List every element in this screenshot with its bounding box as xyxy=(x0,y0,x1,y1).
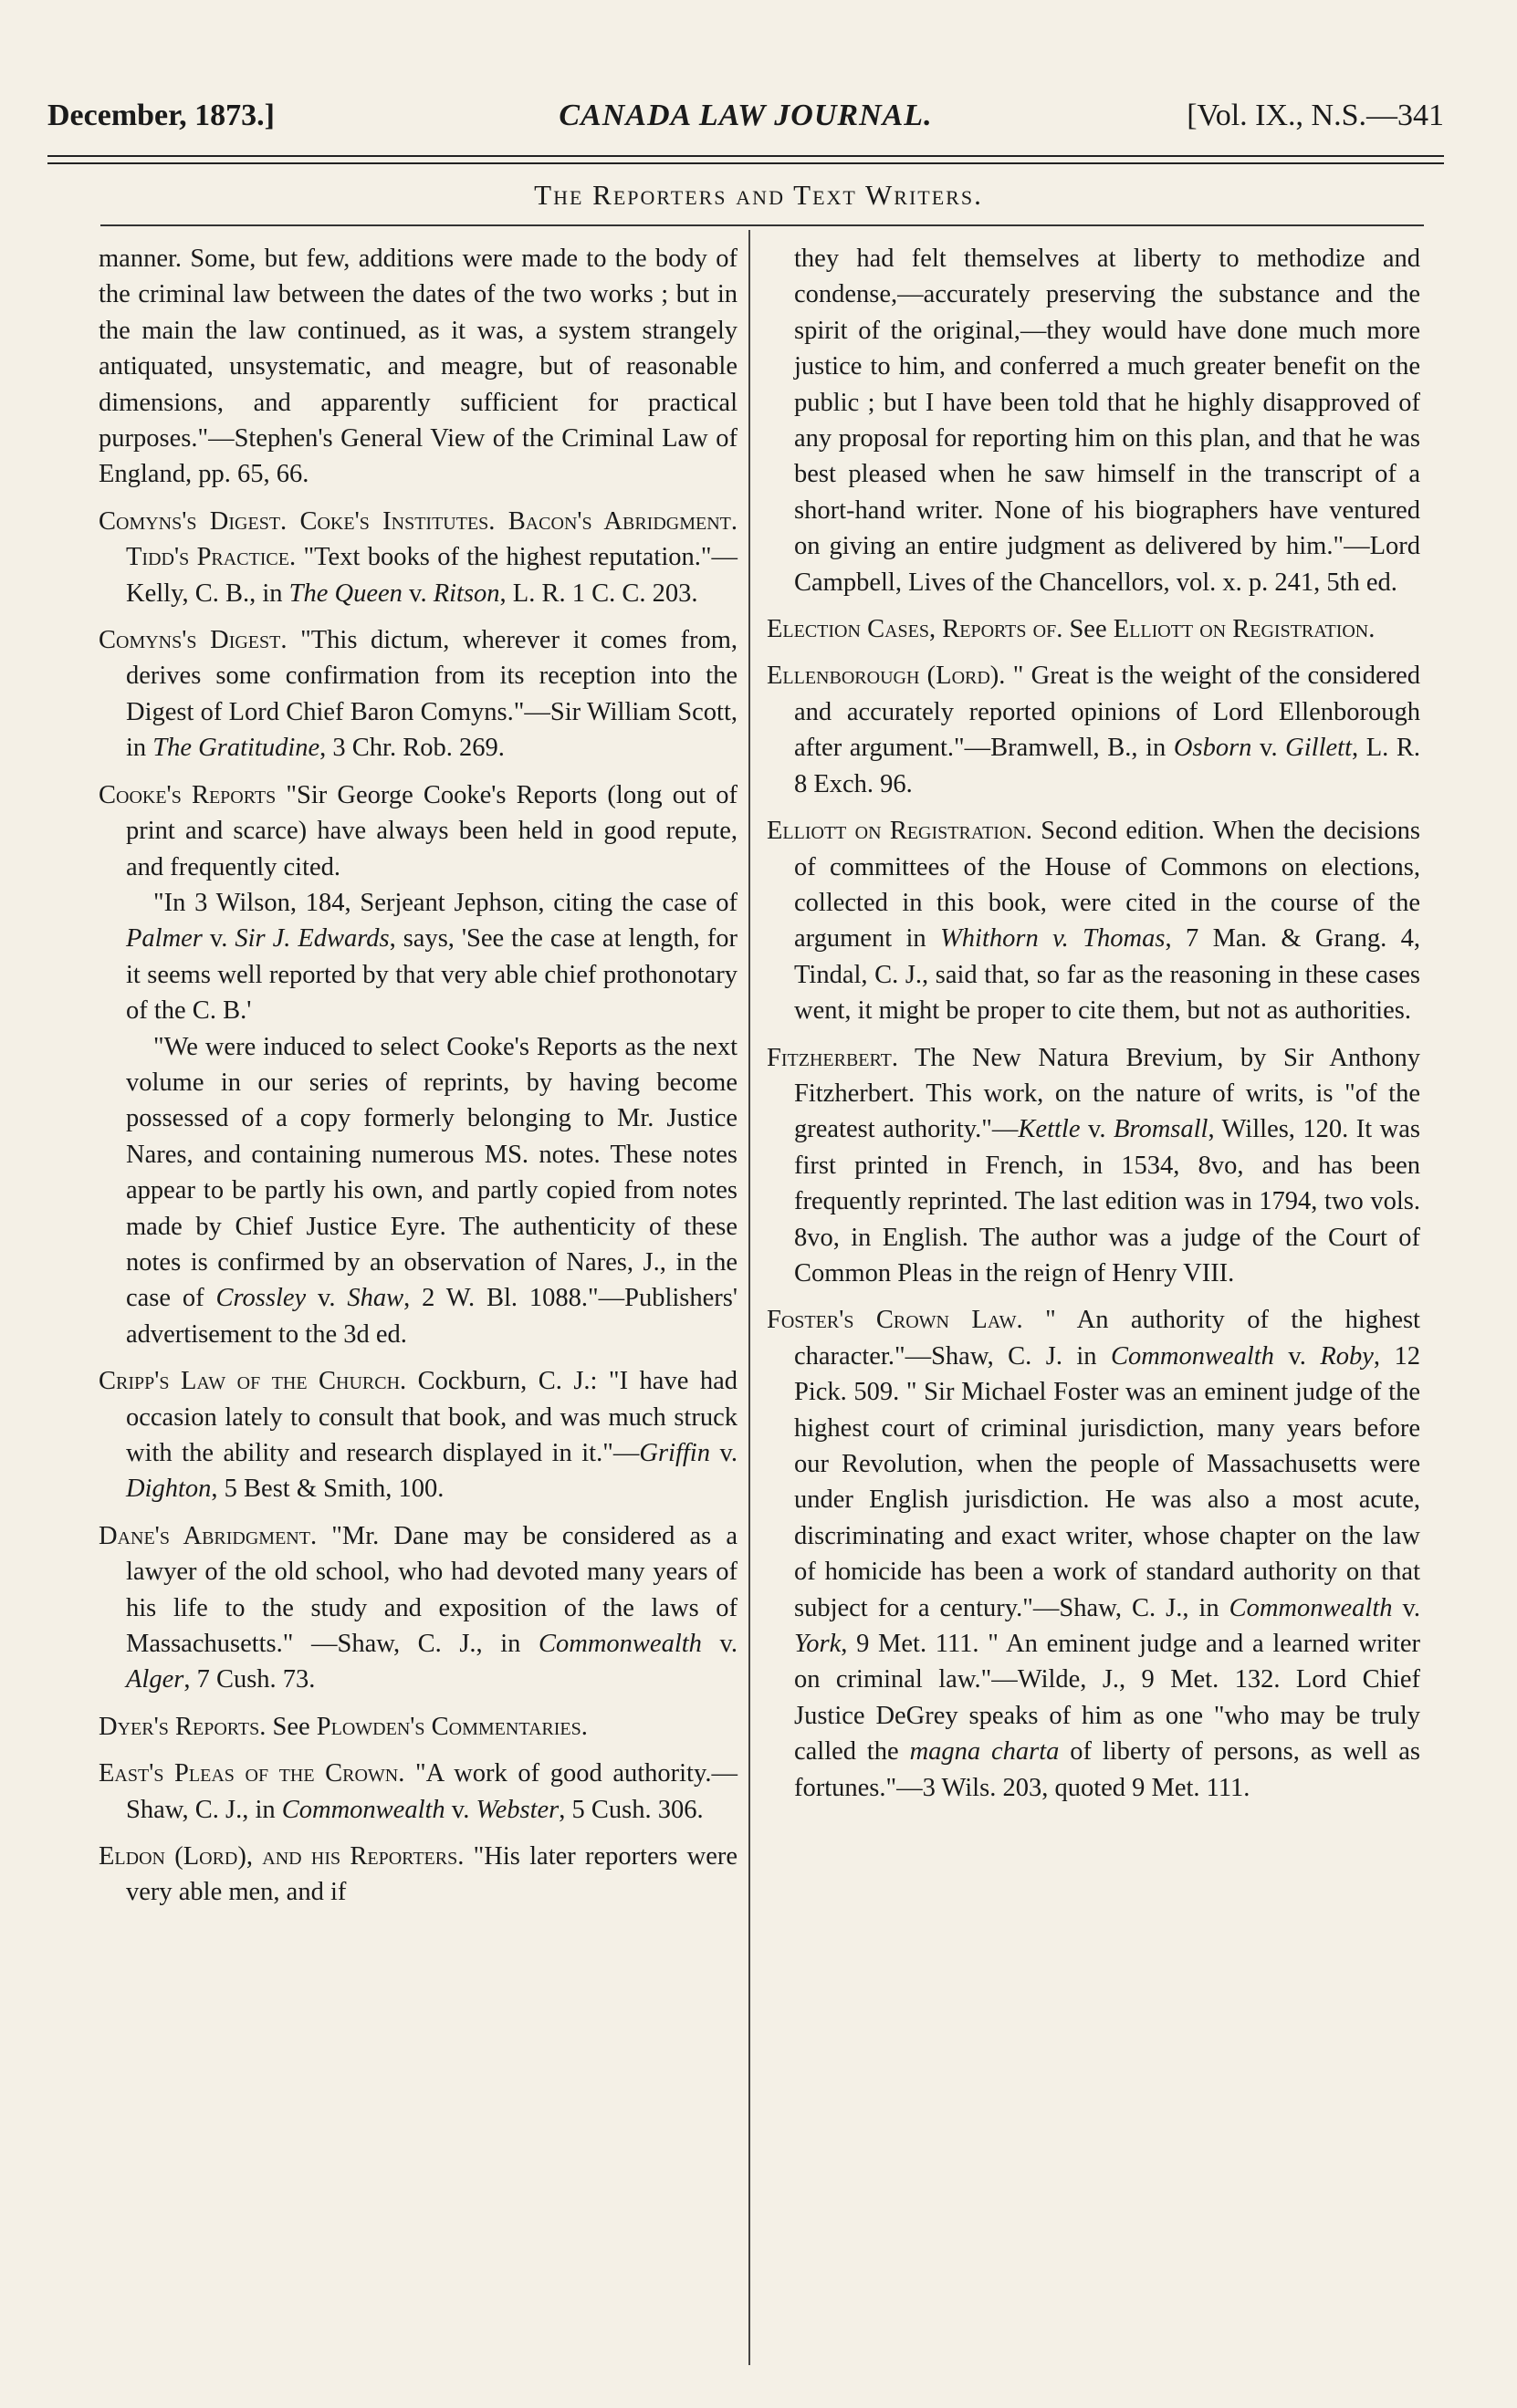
entry-ellenborough xyxy=(767,658,1420,802)
entry-heading: East's Pleas of the Crown. xyxy=(99,1759,405,1788)
column-divider xyxy=(748,230,750,2365)
entry-fosters-crown-law xyxy=(767,1302,1420,1806)
entry-text: , 9 Met. 111. " An eminent judge and a learned writer on criminal law."—Wilde, J., 9 Met. 132. Lord Chief Justice DeGrey speaks of him as one "who may be truly called the xyxy=(794,1630,1420,1767)
entry-comyns-digest xyxy=(99,622,738,766)
entry-text: See xyxy=(266,1712,317,1741)
entry-text: "This dictum, wherever it comes from, derives some confirmation from its reception into the Digest of Lord Chief Baron Comyns."—Sir William Scott, in xyxy=(126,626,738,763)
case-name: Dighton xyxy=(126,1475,212,1504)
entry-danes-abridgment xyxy=(99,1518,738,1698)
entry-elliott-registration xyxy=(767,813,1420,1028)
header-journal-title: CANADA LAW JOURNAL. xyxy=(559,99,933,132)
entry-eldon xyxy=(99,1839,738,1911)
case-name: Commonwealth xyxy=(1229,1593,1393,1622)
header-volume-page: [Vol. IX., N.S.—341 xyxy=(1187,99,1444,132)
case-name: York xyxy=(794,1630,842,1659)
entry-heading: Eldon (Lord), and his Reporters. xyxy=(99,1842,465,1871)
case-name: Commonwealth xyxy=(1111,1341,1274,1371)
case-name: Sir J. Edwards xyxy=(235,924,390,954)
entry-text: , 2 W. Bl. 1088."—Publishers' advertisement to the 3d ed. xyxy=(126,1284,738,1349)
entry-text: , 5 Best & Smith, 100. xyxy=(211,1475,445,1504)
case-name: Commonwealth xyxy=(281,1795,445,1824)
entry-text: v. xyxy=(1080,1115,1114,1144)
entry-text: , Willes, 120. It was first printed in French, in 1534, 8vo, and has been frequently reprinted. The last edition was in 1794, two vols. 8vo, in English. The author was a judge of the Court of Common Pleas in the reign of Henry VIII. xyxy=(794,1115,1420,1287)
cross-reference: Elliott on Registration. xyxy=(1113,615,1376,644)
entry-text: v. xyxy=(709,1439,738,1467)
entry-text: Cockburn, C. J.: "I have had occasion lately to consult that book, and was much struck with the ability and research displayed in it."— xyxy=(126,1367,738,1467)
entry-text: "His later reporters were very able men, and if xyxy=(126,1842,738,1907)
cross-reference: Plowden's Commentaries. xyxy=(316,1712,588,1741)
entry-text: of liberty of persons, as well as fortunes."—3 Wils. 203, quoted 9 Met. 111. xyxy=(794,1737,1420,1802)
entry-text: Second edition. When the decisions of committees of the House of Commons on elections, collected in this book, were cited in the course of the argument in xyxy=(794,817,1420,954)
entry-heading: Cripp's Law of the Church. xyxy=(99,1367,407,1396)
continued-paragraph: they had felt themselves at liberty to methodize and condense,—accurately preserving the substance and the spirit of the original,—they would have done much more justice to him, and conferred a much greater benefit on the public ; but I have been told that he highly disapproved of any proposal for reporting him on this plan, and that he was best pleased when he saw himself in the transcript of a short-hand writer. None of his biographers have ventured on giving an entire judgment as delivered by him."—Lord Campbell, Lives of the Chancellors, vol. x. p. 241, 5th ed. xyxy=(794,245,1420,597)
case-name: Bromsall xyxy=(1114,1115,1208,1144)
entry-heading: Ellenborough (Lord). xyxy=(767,662,1006,691)
entry-text: v. xyxy=(306,1284,348,1313)
case-name: Ritson xyxy=(433,579,500,608)
entry-text: "Sir George Cooke's Reports (long out of print and scarce) have always been held in good repute, and frequently cited. xyxy=(126,780,738,881)
entry-cripps-law xyxy=(99,1363,738,1507)
entry-text: The New Natura Brevium, by Sir Anthony Fitzherbert. This work, on the nature of writs, is "of the greatest authority."— xyxy=(794,1043,1420,1144)
entry-text: "We were induced to select Cooke's Reports as the next volume in our series of reprints, by having become possessed of a copy formerly belonging to Mr. Justice Nares, and containing numerous MS. notes. These notes appear to be partly his own, and partly copied from notes made by Chief Justice Eyre. The authenticity of these notes is confirmed by an observation of Nares, J., in the case of xyxy=(126,1032,738,1313)
entry-text: v. xyxy=(701,1630,738,1659)
section-title: The Reporters and Text Writers. xyxy=(534,179,983,211)
entry-text: , 12 Pick. 509. " Sir Michael Foster was an eminent judge of the highest court of criminal jurisdiction, many years before our Revolution, when the people of Massachusetts were under English jurisdiction. He was also a most acute, discriminating and exact writer, whose chapter on the law of homicide has been a work of standard authority on that subject for a century."—Shaw, C. J., in xyxy=(794,1341,1420,1622)
entry-text: v. xyxy=(1273,1341,1321,1371)
case-name: Webster xyxy=(476,1795,560,1824)
entry-text: v. xyxy=(445,1795,476,1824)
entry-text: "Text books of the highest reputation."—Kelly, C. B., in xyxy=(126,543,738,608)
entry-text: " Great is the weight of the considered and accurately reported opinions of Lord Ellenborough after argument."—Bramwell, B., in xyxy=(794,662,1420,763)
entry-text: "In 3 Wilson, 184, Serjeant Jephson, citing the case of xyxy=(153,888,738,917)
case-name: Kettle xyxy=(1018,1115,1081,1144)
continued-paragraph: manner. Some, but few, additions were made to the body of the criminal law between the dates of the two works ; but in the main the law continued, as it was, a system strangely antiquated, unsystematic, and meagre, but of reasonable dimensions, and apparently sufficient for practical purposes."—Stephen's General View of the Criminal Law of England, pp. 65, 66. xyxy=(99,245,738,489)
entry-cookes-reports-advert xyxy=(99,1029,738,1353)
header-date: December, 1873.] xyxy=(47,99,275,132)
entry-text: , L. R. 8 Exch. 96. xyxy=(794,734,1420,798)
entry-text: , says, 'See the case at length, for it seems well reported by that very able chief prothonotary of the C. B.' xyxy=(126,924,738,1026)
case-name: Whithorn v. Thomas xyxy=(940,924,1166,954)
right-column xyxy=(767,241,1420,1817)
entry-text: v. xyxy=(1392,1593,1420,1622)
entry-text: "A work of good authority.—Shaw, C. J., in xyxy=(126,1759,738,1824)
entry-cookes-reports-quote xyxy=(99,885,738,1029)
entry-heading: Dane's Abridgment. xyxy=(99,1521,318,1550)
entry-easts-pleas xyxy=(99,1756,738,1828)
case-name: magna charta xyxy=(909,1737,1060,1767)
case-name: Alger xyxy=(126,1665,184,1694)
entry-text: , 7 Man. & Grang. 4, Tindal, C. J., said that, so far as the reasoning in these cases went, it might be proper to cite them, but not as authorities. xyxy=(794,924,1420,1026)
entry-heading: Foster's Crown Law. xyxy=(767,1306,1023,1335)
entry-text: See xyxy=(1062,615,1114,644)
entry-heading: Cooke's Reports xyxy=(99,780,277,809)
case-name: Crossley xyxy=(215,1284,307,1313)
case-name: Commonwealth xyxy=(538,1630,702,1659)
case-name: The Queen xyxy=(288,579,403,608)
case-name: The Gratitudine xyxy=(152,734,320,763)
entry-election-cases xyxy=(767,611,1420,647)
case-name: Gillett xyxy=(1285,734,1352,763)
entry-heading: Comyns's Digest. Coke's Institutes. Bacon's Abridgment. Tidd's Practice. xyxy=(99,506,738,572)
case-name: Palmer xyxy=(126,924,203,954)
entry-text: , 3 Chr. Rob. 269. xyxy=(319,734,505,763)
entry-dyers-reports xyxy=(99,1709,738,1745)
entry-cookes-reports xyxy=(99,777,738,885)
entry-text: v. xyxy=(202,924,235,954)
entry-heading: Dyer's Reports. xyxy=(99,1712,267,1741)
entry-heading: Elliott on Registration. xyxy=(767,817,1032,846)
entry-text: "Mr. Dane may be considered as a lawyer of the old school, who had devoted many years of his life to the study and exposition of the laws of Massachusetts." —Shaw, C. J., in xyxy=(126,1521,738,1659)
entry-text: v. xyxy=(402,579,434,608)
entry-text: , 5 Cush. 306. xyxy=(559,1795,704,1824)
section-rule xyxy=(100,224,1424,226)
left-column xyxy=(99,241,738,1922)
case-name: Shaw xyxy=(347,1284,404,1313)
header-double-rule xyxy=(47,155,1444,164)
entry-heading: Fitzherbert. xyxy=(767,1043,898,1072)
entry-heading: Election Cases, Reports of. xyxy=(767,615,1063,644)
entry-heading: Comyns's Digest. xyxy=(99,626,288,655)
entry-text: " An authority of the highest character."—Shaw, C. J. in xyxy=(794,1306,1420,1371)
case-name: Roby xyxy=(1320,1341,1374,1371)
entry-text: , L. R. 1 C. C. 203. xyxy=(499,579,698,608)
entry-fitzherbert xyxy=(767,1040,1420,1292)
running-header xyxy=(47,99,1444,157)
entry-comyns-coke-bacon-tidd xyxy=(99,504,738,611)
case-name: Osborn xyxy=(1173,734,1252,763)
case-name: Griffin xyxy=(639,1439,710,1467)
entry-text: , 7 Cush. 73. xyxy=(183,1665,316,1694)
entry-text: v. xyxy=(1251,734,1286,763)
